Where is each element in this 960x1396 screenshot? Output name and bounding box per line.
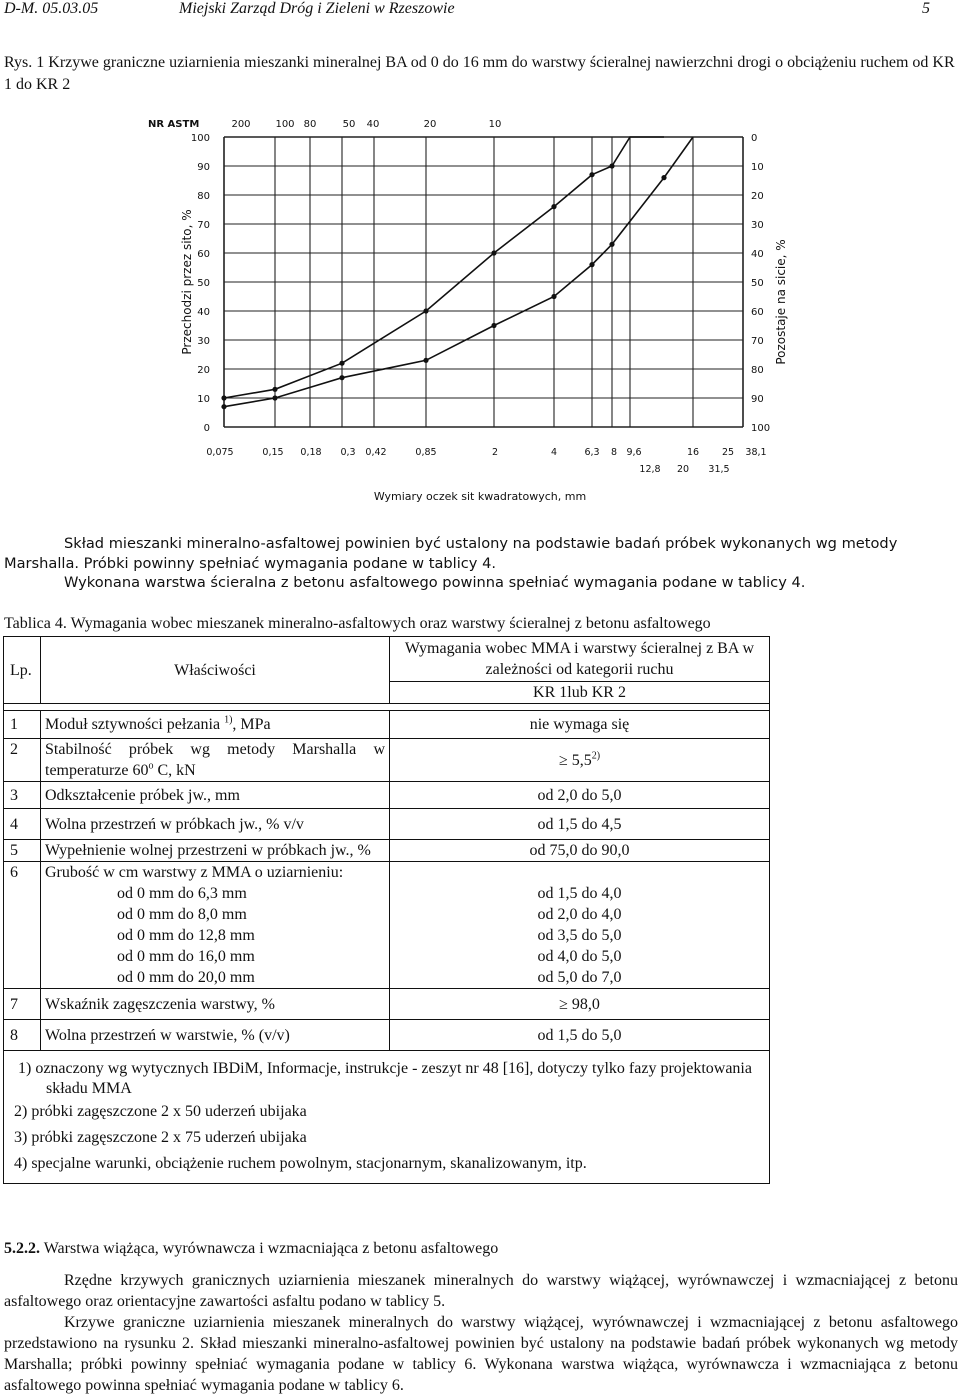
y-tick-label-left: 10 [197,394,210,405]
y-tick-label-left: 100 [190,133,210,144]
sub-item-label: od 0 mm do 20,0 mm [117,969,255,986]
top-axis-tick-label: 200 [231,119,251,130]
x-tick-label: 25 [721,447,735,458]
table-header-row [4,637,770,682]
x-tick-label: 0,18 [300,447,322,458]
intro-paragraph-1-text: Skład mieszanki mineralno-asfaltowej powinien być ustalony na podstawie badań próbek wykonanych wg metody Marshalla. Próbki powinny spełniać wymagania podane w tablicy 4. [4,535,898,572]
data-point [661,175,666,180]
footnote [8,1059,765,1099]
row-value: od 75,0 do 90,0 [390,840,770,862]
y-tick-label-right: 0 [751,133,758,144]
footnote: 4) specjalne warunki, obciążenie ruchem powolnym, stacjonarnym, skanalizowanym, itp. [14,1155,587,1172]
x-tick-label: 31,5 [708,464,730,475]
sub-item-label: od 0 mm do 8,0 mm [117,906,247,923]
grading-chart-svg [140,112,796,510]
y-tick-label-left: 60 [197,249,210,260]
top-axis-tick-label: 20 [423,119,437,130]
y-tick-label-right: 10 [751,162,764,173]
grading-chart [140,112,796,510]
section-title: Warstwa wiążąca, wyrównawcza i wzmacniająca z betonu asfaltowego [40,1240,499,1257]
sub-item-value: od 1,5 do 4,0 [537,885,622,902]
page-number: 5 [922,0,930,17]
data-point [491,323,496,328]
header-requirements: Wymagania wobec MMA i warstwy ścieralnej z BA w zależności od kategorii ruchu [390,637,770,682]
row-value [390,989,770,1020]
data-point [423,358,428,363]
data-point [221,404,226,409]
y-axis-title-left: Przechodzi przez sito, % [180,209,194,355]
data-point [491,250,496,255]
row-value: od 1,5 do 5,0 [390,1020,770,1051]
sub-item-value: od 3,5 do 5,0 [537,927,622,944]
y-tick-label-right: 70 [751,336,764,347]
data-point [423,308,428,313]
row-number: 6 [4,862,41,989]
row-number: 3 [4,782,41,809]
table-row [4,862,770,989]
degree-sup: o [148,760,154,772]
header-properties: Właściwości [41,637,390,704]
data-point [609,163,614,168]
y-tick-label-right: 30 [751,220,764,231]
x-tick-label: 8 [610,447,618,458]
y-tick-label-left: 20 [197,365,210,376]
organization-name: Miejski Zarząd Dróg i Zieleni w Rzeszowie [179,0,455,17]
footnote: 3) próbki zagęszczone 2 x 75 uderzeń ubijaka [14,1129,307,1146]
row-value: od 2,0 do 5,0 [390,782,770,809]
ge-symbol: ≥ [559,995,568,1013]
sub-item-label: od 0 mm do 6,3 mm [117,885,247,902]
sub-item-value: od 4,0 do 5,0 [537,948,622,965]
top-axis-tick-label: 10 [488,119,502,130]
document-code: D-M. 05.03.05 [4,0,99,17]
top-axis-tick-label: 80 [303,119,317,130]
top-axis-tick-label: 100 [275,119,295,130]
top-axis-title: NR ASTM [148,119,200,130]
data-point [221,395,226,400]
table-row [4,739,770,782]
y-tick-label-right: 90 [751,394,764,405]
row-number: 1 [4,711,41,739]
data-point [589,172,594,177]
x-axis-title: Wymiary oczek sit kwadratowych, mm [373,490,587,503]
row-property: Wolna przestrzeń w próbkach jw., % v/v [41,809,390,840]
grading-curve-2 [224,137,693,407]
x-tick-label: 4 [550,447,558,458]
row-property [41,862,390,989]
row-number: 4 [4,809,41,840]
table-row [4,809,770,840]
x-tick-label: 2 [491,447,499,458]
row-property [41,711,390,739]
data-point [272,387,277,392]
footnote: 2) próbki zagęszczone 2 x 50 uderzeń ubijaka [14,1103,307,1120]
row-value: nie wymaga się [390,711,770,739]
row-property: Wypełnienie wolnej przestrzeni w próbkach jw., % [41,840,390,862]
sub-item-label: od 0 mm do 12,8 mm [117,927,255,944]
header-lp: Lp. [4,637,41,704]
section-paragraph-1 [4,1270,958,1312]
data-point [339,361,344,366]
top-axis-tick-label: 50 [342,119,356,130]
top-axis-tick-label: 40 [366,119,380,130]
table-row [4,782,770,809]
data-point [339,375,344,380]
x-tick-label: 16 [686,447,700,458]
y-tick-label-left: 90 [197,162,210,173]
y-tick-label-right: 50 [751,278,764,289]
table-row [4,989,770,1020]
page-header [4,0,956,22]
row-property [41,739,390,782]
footnote-ref: 2) [591,750,601,762]
row-number: 2 [4,739,41,782]
y-tick-label-right: 60 [751,307,764,318]
footnote-text: 1) oznaczony wg wytycznych IBDiM, Informacje, instrukcje - zeszyt nr 48 [16], dotyczy tylko fazy projektowania składu MMA [18,1060,752,1097]
intro-paragraph-1 [4,534,958,574]
row-value [390,739,770,782]
data-point [551,294,556,299]
y-tick-label-left: 50 [197,278,210,289]
footnotes-row [4,1057,770,1184]
row-property-text: Grubość w cm warstwy z MMA o uziarnieniu: [45,864,344,881]
y-axis-title-right: Pozostaje na sicie, % [774,239,788,365]
y-tick-label-right: 80 [751,365,764,376]
x-tick-label: 0,075 [206,447,234,458]
header-traffic-category: KR 1lub KR 2 [390,682,770,704]
table-caption: Tablica 4. Wymagania wobec mieszanek mineralno-asfaltowych oraz warstwy ścieralnej z betonu asfaltowego [4,615,711,632]
footnote-ref: 1) [224,714,233,726]
section-heading [4,1240,498,1258]
x-tick-label: 0,85 [415,447,437,458]
y-tick-label-left: 70 [197,220,210,231]
row-property: Wskaźnik zagęszczenia warstwy, % [41,989,390,1020]
x-tick-label: 38,1 [745,447,767,458]
section-number: 5.2.2. [4,1240,40,1257]
row-value-text: 98,0 [567,995,600,1013]
row-number: 7 [4,989,41,1020]
row-value-text: 5,5 [567,751,592,769]
y-tick-label-left: 40 [197,307,210,318]
y-tick-label-left: 30 [197,336,210,347]
x-tick-label: 0,3 [340,447,356,458]
section-paragraph-2-text: Krzywe graniczne uziarnienia mieszanek mineralnych do warstwy wiążącej, wyrównawczej i wzmacniającej z betonu asfaltowego przedstawiono na rysunku 2. Skład mieszanki mineralno-asfaltowej powinien być ustalony na podstawie badań próbek wykonanych wg metody Marshalla; próbki powinny spełniać wymagania podane w tablicy 6. Wykonana warstwa wiążąca, wyrównawcza i wzmacniająca z betonu asfaltowego powinna spełniać wymagania podane w tablicy 6. [4,1314,958,1394]
data-point [609,242,614,247]
sub-item-value: od 5,0 do 7,0 [537,969,622,986]
row-value: od 1,5 do 4,5 [390,809,770,840]
x-tick-label: 20 [676,464,690,475]
data-point [551,204,556,209]
x-tick-label: 12,8 [639,464,661,475]
row-property-text: Moduł sztywności pełzania [45,716,221,733]
section-paragraph-2 [4,1312,958,1396]
intro-paragraph-2: Wykonana warstwa ścieralna z betonu asfaltowego powinna spełniać wymagania podane w tablicy 4. [64,574,806,591]
data-point [589,262,594,267]
section-paragraph-1-text: Rzędne krzywych granicznych uziarnienia mieszanek mineralnych do warstwy wiążącej, wyrównawczej i wzmacniającej z betonu asfaltowego oraz orientacyjne zawartości asfaltu podano w tablicy 5. [4,1272,958,1310]
row-number: 5 [4,840,41,862]
row-number: 8 [4,1020,41,1051]
x-tick-label: 6,3 [584,447,600,458]
table-row [4,1020,770,1051]
row-value [390,862,770,989]
y-tick-label-right: 40 [751,249,764,260]
table-row [4,711,770,739]
row-property-text: Stabilność próbek wg metody Marshalla w temperaturze 60 [45,741,385,779]
table-row [4,840,770,862]
data-point [272,395,277,400]
row-property-unit: , MPa [232,716,271,733]
x-tick-label: 9,6 [626,447,642,458]
y-tick-label-left: 0 [203,423,210,434]
y-tick-label-right: 100 [751,423,771,434]
x-tick-label: 0,42 [365,447,387,458]
y-tick-label-right: 20 [751,191,764,202]
row-property: Odkształcenie próbek jw., mm [41,782,390,809]
row-property: Wolna przestrzeń w warstwie, % (v/v) [41,1020,390,1051]
row-property-unit: C, kN [153,762,196,779]
x-tick-label: 0,15 [262,447,284,458]
y-tick-label-left: 80 [197,191,210,202]
footnotes [4,1057,770,1184]
figure-caption: Rys. 1 Krzywe graniczne uziarnienia mieszanki mineralnej BA od 0 do 16 mm do warstwy ścieralnej nawierzchni drogi o obciążeniu ruchem od KR 1 do KR 2 [4,54,955,93]
sub-item-value: od 2,0 do 4,0 [537,906,622,923]
sub-item-label: od 0 mm do 16,0 mm [117,948,255,965]
requirements-table [3,636,770,1184]
ge-symbol: ≥ [558,751,568,769]
grading-curve-1 [224,137,664,398]
